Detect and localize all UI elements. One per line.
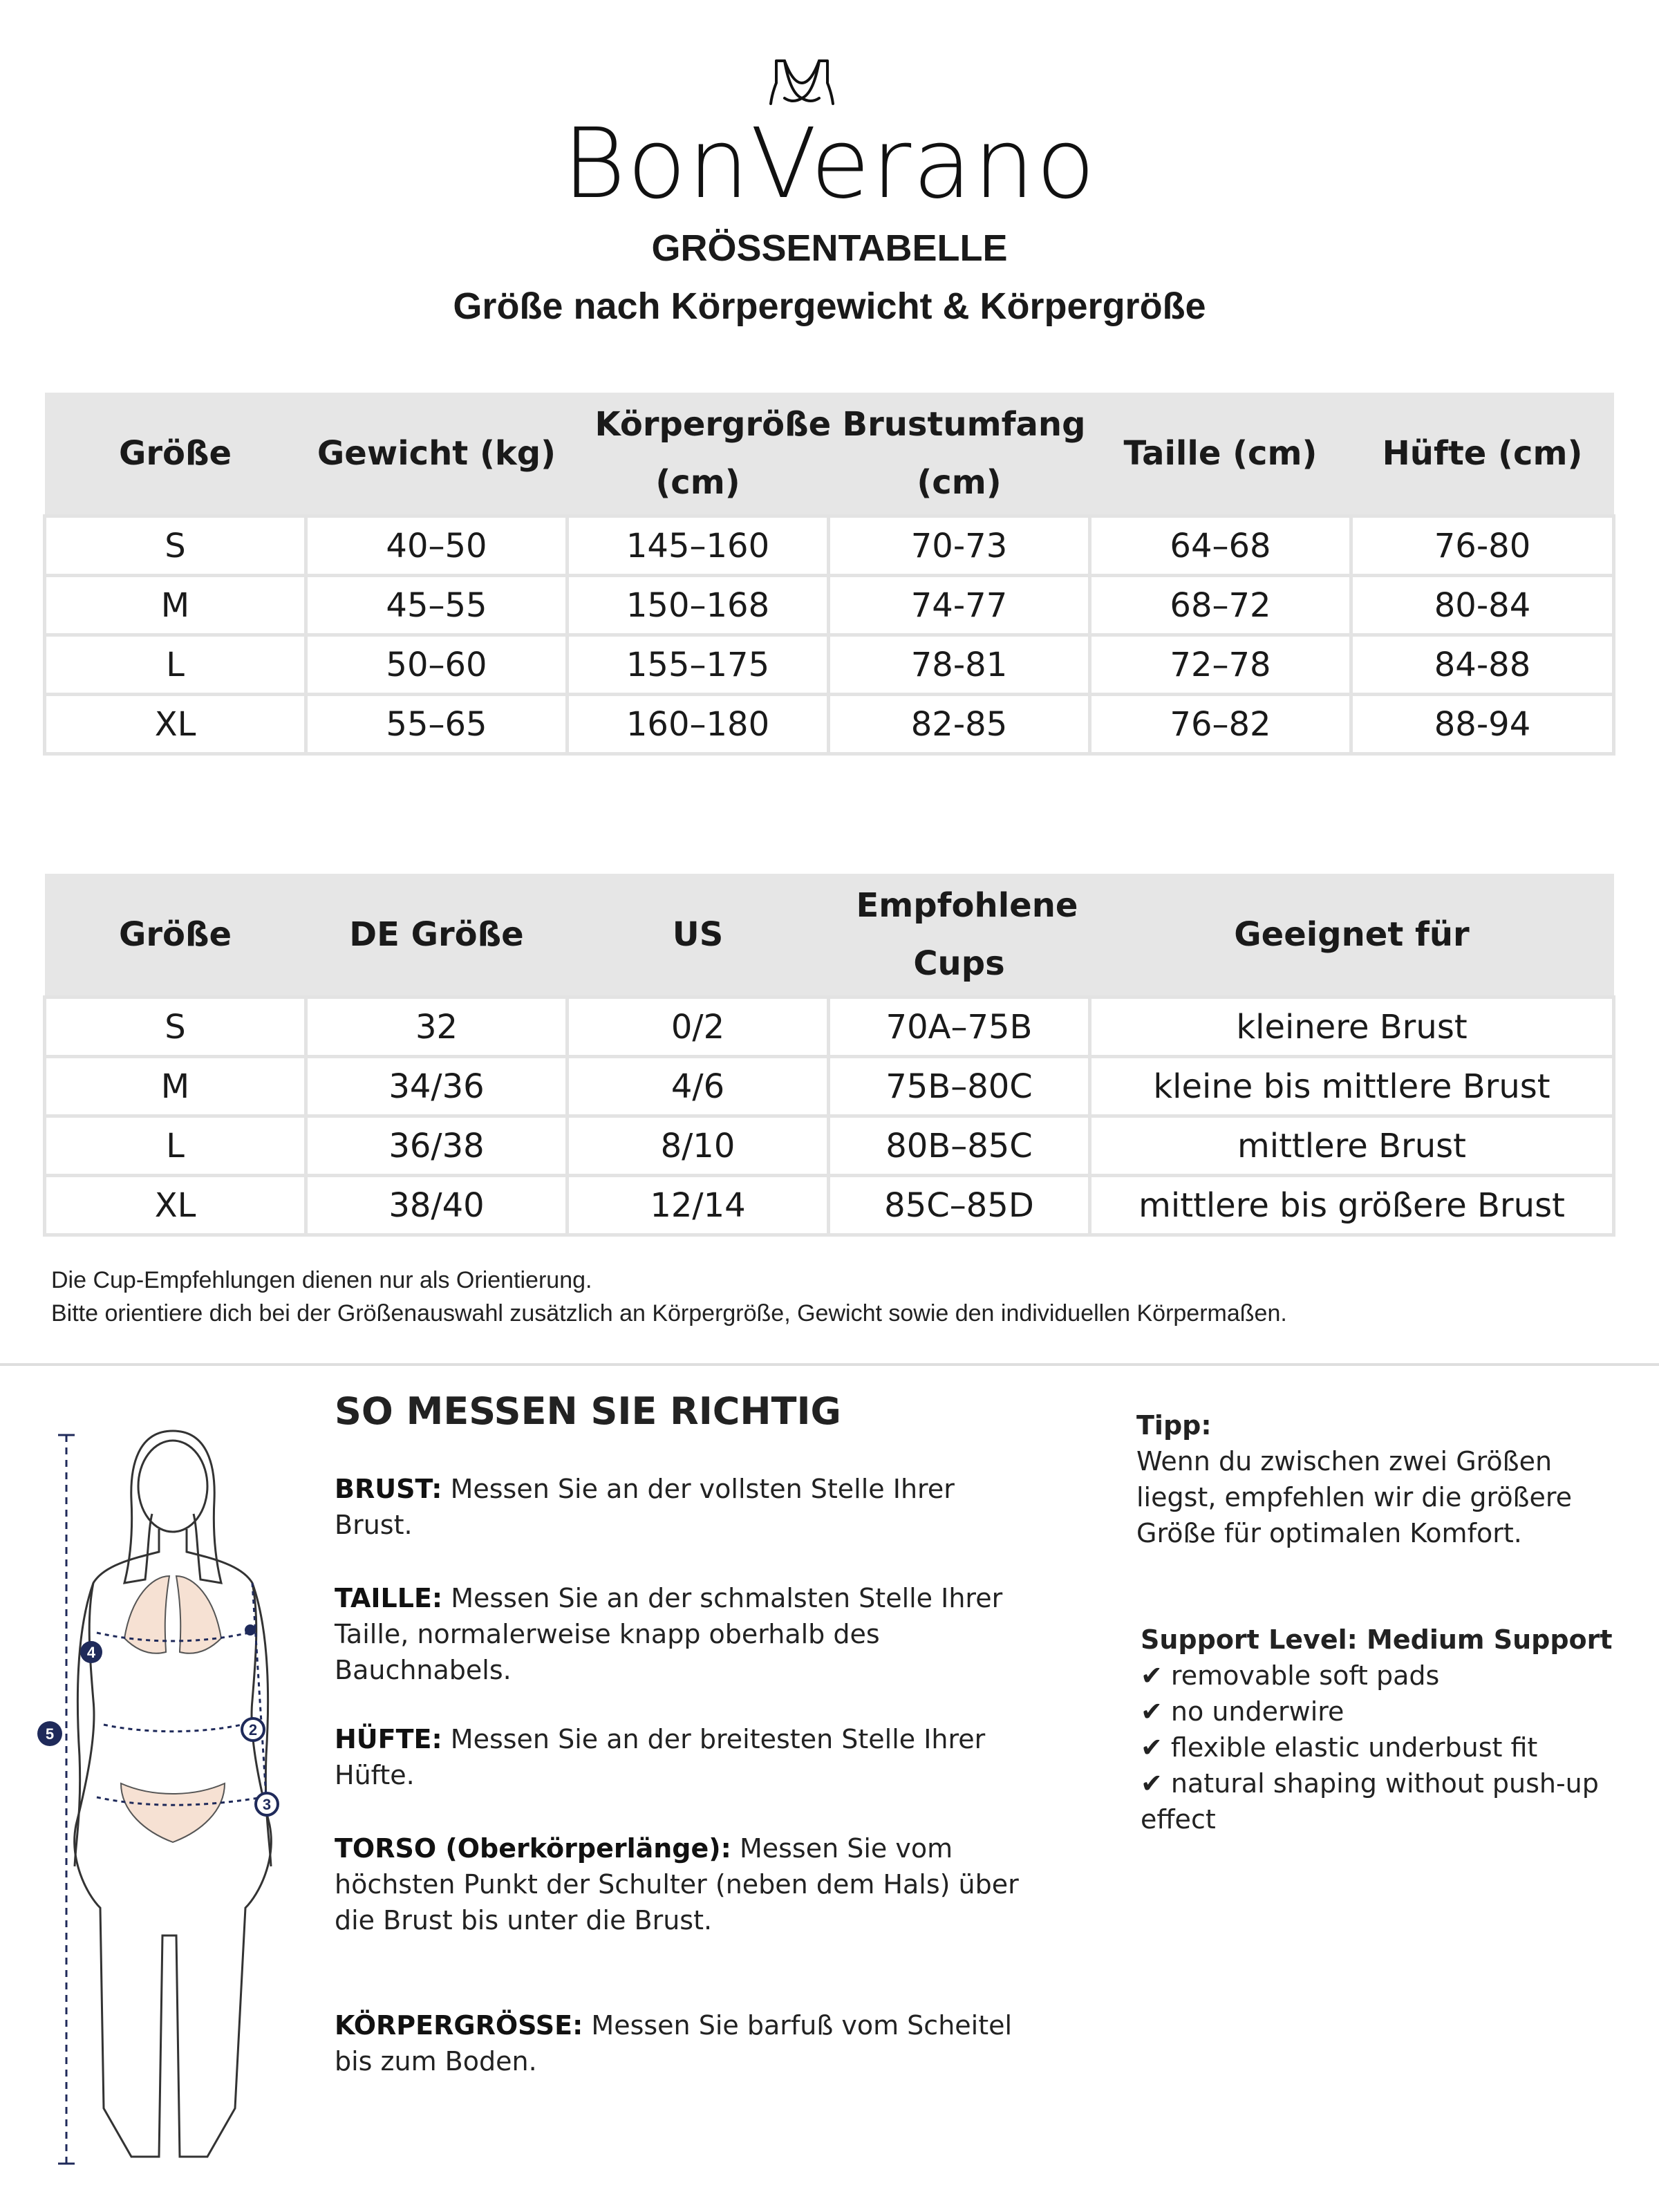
svg-text:4: 4	[86, 1644, 96, 1661]
measure-label: BRUST:	[335, 1474, 442, 1504]
svg-text:5: 5	[45, 1725, 55, 1743]
column-header: Gewicht (kg)	[306, 393, 568, 516]
table-row	[45, 635, 1614, 695]
measure-item-taille	[335, 1580, 1033, 1688]
section-divider	[0, 1363, 1659, 1366]
table-row	[45, 576, 1614, 635]
page-subtitle: Größe nach Körpergewicht & Körpergröße	[453, 285, 1206, 327]
table-cell: XL	[45, 1176, 306, 1235]
table-cell: M	[45, 576, 306, 635]
table-cell: 72–78	[1090, 635, 1351, 695]
column-header: Taille (cm)	[1090, 393, 1351, 516]
column-header: DE Größe	[306, 874, 568, 997]
support-item: ✔ flexible elastic underbust fit	[1141, 1730, 1624, 1765]
marker-3-icon	[256, 1793, 278, 1815]
table-cell: 8/10	[568, 1116, 829, 1176]
measure-label: TAILLE:	[335, 1583, 443, 1613]
table-cell: 0/2	[568, 997, 829, 1057]
column-header: Empfohlene Cups	[829, 874, 1090, 997]
table-cell: 145–160	[568, 516, 829, 576]
table-row	[45, 1116, 1614, 1176]
cup-note	[51, 1264, 1287, 1330]
table-cell: 38/40	[306, 1176, 568, 1235]
table-cell: 4/6	[568, 1057, 829, 1116]
table-cell: 78-81	[829, 635, 1090, 695]
column-header: Körpergröße (cm)	[568, 393, 829, 516]
measure-item-koerpergroesse	[335, 2007, 1033, 2079]
tip-label: Tipp:	[1136, 1410, 1212, 1441]
note-line: Bitte orientiere dich bei der Größenauswahl zusätzlich an Körpergröße, Gewicht sowie den individuellen Körpermaßen.	[51, 1300, 1287, 1327]
table-cell: 45–55	[306, 576, 568, 635]
table-cell: S	[45, 997, 306, 1057]
table-cell: 36/38	[306, 1116, 568, 1176]
svg-text:2: 2	[248, 1721, 258, 1738]
table-cell: 12/14	[568, 1176, 829, 1235]
support-box	[1141, 1622, 1624, 1837]
measure-label: KÖRPERGRÖSSE:	[335, 2010, 583, 2041]
table-row	[45, 516, 1614, 576]
measure-text: Messen Sie an der breitesten Stelle Ihrer Hüfte.	[335, 1724, 986, 1790]
support-item: ✔ natural shaping without push-up effect	[1141, 1765, 1624, 1837]
column-header: Geeignet für	[1090, 874, 1614, 997]
measure-heading: SO MESSEN SIE RICHTIG	[335, 1389, 841, 1433]
support-item: ✔ no underwire	[1141, 1694, 1624, 1730]
table-cell: 80-84	[1351, 576, 1614, 635]
table-cell: 34/36	[306, 1057, 568, 1116]
table-cell: 155–175	[568, 635, 829, 695]
measure-text: Messen Sie an der schmalsten Stelle Ihrer Taille, normalerweise knapp oberhalb des Bauchnabels.	[335, 1583, 1003, 1685]
column-header: US	[568, 874, 829, 997]
measure-text: Messen Sie an der vollsten Stelle Ihrer Brust.	[335, 1474, 955, 1540]
svg-text:3: 3	[262, 1796, 272, 1813]
table-cell: M	[45, 1057, 306, 1116]
table-cell: S	[45, 516, 306, 576]
table-cell: 76-80	[1351, 516, 1614, 576]
table-cell: XL	[45, 695, 306, 754]
table-cell: 68–72	[1090, 576, 1351, 635]
size-table-cup-sizes	[43, 874, 1615, 1237]
body-measurement-figure-icon	[28, 1410, 318, 2184]
table-cell: 74-77	[829, 576, 1090, 635]
table-cell: 50–60	[306, 635, 568, 695]
table-cell: L	[45, 635, 306, 695]
marker-2-icon	[242, 1718, 264, 1741]
table-row	[45, 695, 1614, 754]
support-title: Support Level: Medium Support	[1141, 1624, 1613, 1655]
table-cell: kleine bis mittlere Brust	[1090, 1057, 1614, 1116]
marker-4-icon	[80, 1641, 102, 1663]
table-cell: 64–68	[1090, 516, 1351, 576]
table-cell: mittlere Brust	[1090, 1116, 1614, 1176]
table-cell: 88-94	[1351, 695, 1614, 754]
page-title: GRÖSSENTABELLE	[651, 227, 1008, 269]
table-row	[45, 1176, 1614, 1235]
brand-wordmark: BonVerano	[562, 108, 1097, 221]
table-cell: 160–180	[568, 695, 829, 754]
table-row	[45, 997, 1614, 1057]
tip-box	[1136, 1407, 1620, 1551]
brand-logo	[0, 41, 1659, 221]
column-header: Brustumfang (cm)	[829, 393, 1090, 516]
column-header: Größe	[45, 393, 306, 516]
support-item: ✔ removable soft pads	[1141, 1658, 1624, 1694]
table-cell: kleinere Brust	[1090, 997, 1614, 1057]
table-cell: 32	[306, 997, 568, 1057]
measure-item-huefte	[335, 1721, 1033, 1793]
table-cell: 76–82	[1090, 695, 1351, 754]
measure-item-brust	[335, 1471, 1033, 1543]
table-cell: L	[45, 1116, 306, 1176]
measure-label: TORSO (Oberkörperlänge):	[335, 1833, 731, 1864]
size-table-body-measurements	[43, 393, 1615, 756]
table-header-row	[45, 874, 1614, 997]
table-cell: mittlere bis größere Brust	[1090, 1176, 1614, 1235]
table-cell: 84-88	[1351, 635, 1614, 695]
measure-text: Messen Sie barfuß vom Scheitel bis zum Boden.	[335, 2010, 1013, 2077]
table-cell: 70-73	[829, 516, 1090, 576]
table-cell: 85C–85D	[829, 1176, 1090, 1235]
measure-label: HÜFTE:	[335, 1724, 442, 1754]
measure-text: Messen Sie vom höchsten Punkt der Schulter (neben dem Hals) über die Brust bis unter die Brust.	[335, 1833, 1019, 1936]
tip-text: Wenn du zwischen zwei Größen liegst, empfehlen wir die größere Größe für optimalen Komfort.	[1136, 1446, 1573, 1548]
table-row	[45, 1057, 1614, 1116]
table-cell: 70A–75B	[829, 997, 1090, 1057]
table-cell: 55–65	[306, 695, 568, 754]
column-header: Größe	[45, 874, 306, 997]
table-cell: 40–50	[306, 516, 568, 576]
table-cell: 82-85	[829, 695, 1090, 754]
table-cell: 80B–85C	[829, 1116, 1090, 1176]
table-cell: 75B–80C	[829, 1057, 1090, 1116]
table-header-row	[45, 393, 1614, 516]
table-cell: 150–168	[568, 576, 829, 635]
note-line: Die Cup-Empfehlungen dienen nur als Orientierung.	[51, 1267, 592, 1293]
measure-item-torso	[335, 1830, 1033, 1938]
column-header: Hüfte (cm)	[1351, 393, 1614, 516]
marker-5-icon	[37, 1721, 62, 1746]
